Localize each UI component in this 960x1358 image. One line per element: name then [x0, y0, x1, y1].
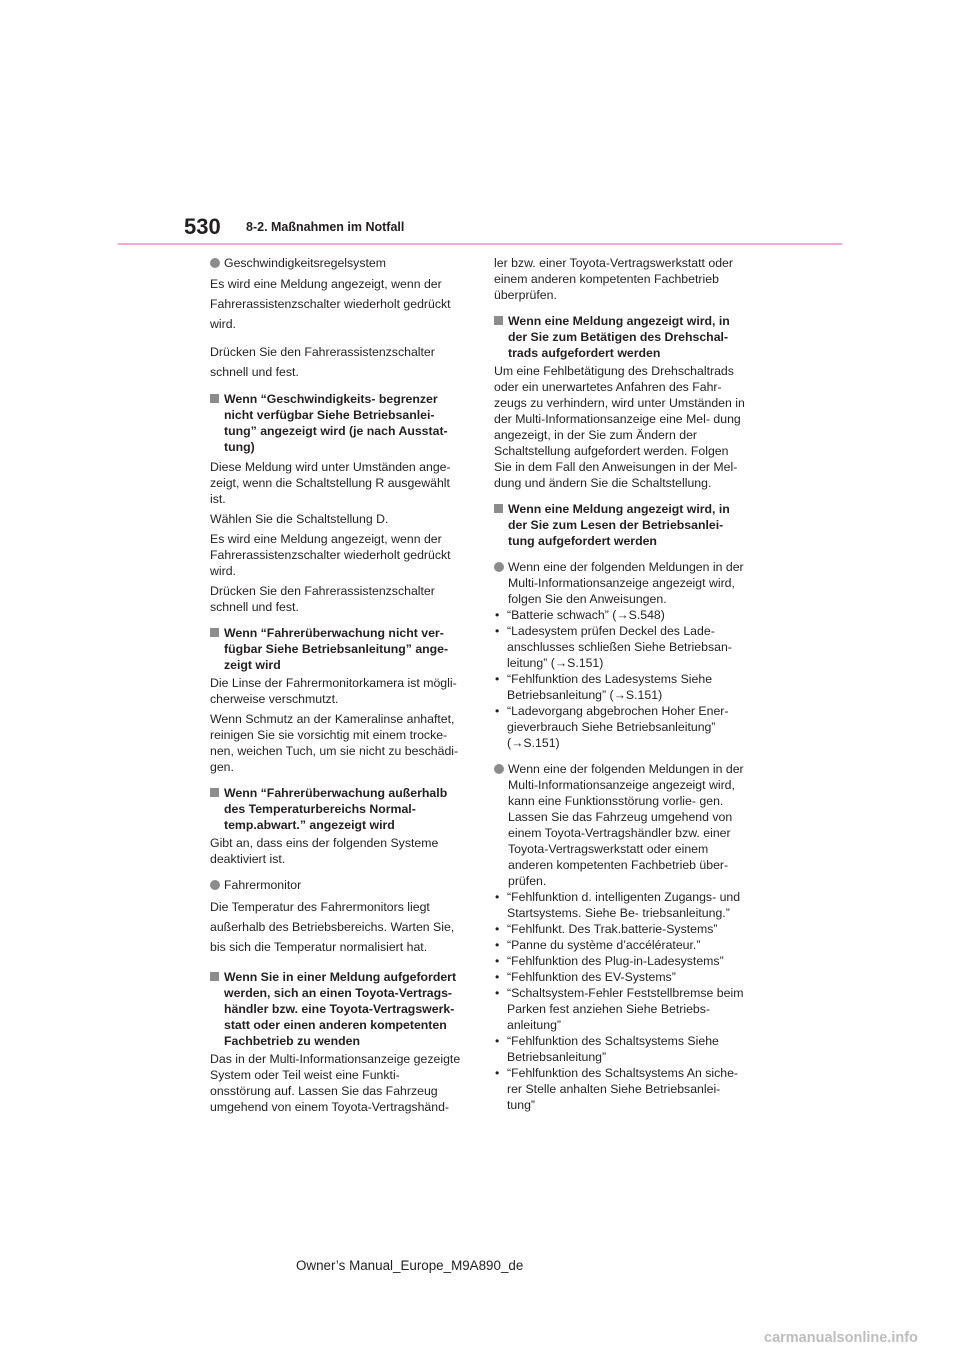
section-heading: Wenn Sie in einer Meldung aufgefordert werden, sich an einen Toyota-Vertrags- händler bzw. eine Toyota-Vertragswerk- statt oder einen anderen kompetenten Fachbetrieb zu wenden	[210, 969, 464, 1049]
paragraph: ler bzw. einer Toyota-Vertragswerkstatt oder einem anderen kompetenten Fachbetrieb überprüfen.	[494, 256, 733, 302]
list-item: • “Fehlfunktion des Schaltsystems An siche- rer Stelle anhalten Siehe Betriebsanlei- tung”	[494, 1065, 748, 1113]
list-item: • “Fehlfunktion des Plug-in-Ladesystems”	[494, 953, 748, 969]
bullet-item: Fahrermonitor	[210, 877, 464, 893]
paragraph: Die Linse der Fahrermonitorkamera ist mögli- cherweise verschmutzt.	[210, 676, 457, 706]
list-item: • “Panne du système d’accélérateur.”	[494, 937, 748, 953]
section-heading: Wenn “Geschwindigkeits- begrenzer nicht verfügbar Siehe Betriebsanlei- tung” angezeigt wird (je nach Ausstat- tung)	[210, 391, 464, 455]
list-item: • “Fehlfunktion des Schaltsystems Siehe Betriebsanleitung”	[494, 1033, 748, 1065]
footer-manual-id: Owner’s Manual_Europe_M9A890_de	[296, 1258, 524, 1273]
list-item: • “Fehlfunktion d. intelligenten Zugangs- und Startsystems. Siehe Be- triebsanleitung.”	[494, 889, 748, 921]
page-number: 530	[184, 214, 221, 239]
section-title: 8-2. Maßnahmen im Notfall	[246, 220, 405, 234]
paragraph: Gibt an, dass eins der folgenden Systeme deaktiviert ist.	[210, 836, 439, 866]
paragraph: Drücken Sie den Fahrerassistenzschalter schnell und fest.	[210, 345, 435, 379]
paragraph: Diese Meldung wird unter Umständen ange- zeigt, wenn die Schaltstellung R ausgewählt ist.	[210, 460, 451, 506]
paragraph: Das in der Multi-Informationsanzeige gezeigte System oder Teil weist eine Funkti- onsstörung auf. Lassen Sie das Fahrzeug umgehend von einem Toyota-Vertragshänd-	[210, 1052, 461, 1114]
section-heading: Wenn “Fahrerüberwachung außerhalb des Temperaturbereichs Normal- temp.abwart.” angezeigt wird	[210, 785, 464, 833]
header-rule	[118, 243, 842, 245]
bullet-item: Wenn eine der folgenden Meldungen in der Multi-Informationsanzeige angezeigt wird, kann eine Funktionsstörung vorlie- gen. Lassen Sie das Fahrzeug umgehend von einem Toyota-Vertragshändler bzw. einer Toyota-Vertragswerkstatt oder einem anderen kompetenten Fachbetrieb über- prüfen.	[494, 761, 748, 889]
list-item: • “Ladevorgang abgebrochen Hoher Ener- gieverbrauch Siehe Betriebsanleitung” (→S.151)	[494, 703, 748, 751]
left-column	[210, 255, 464, 1115]
paragraph: Um eine Fehlbetätigung des Drehschaltrads oder ein unerwartetes Anfahren des Fahr- zeugs zu verhindern, wird unter Umständen in der Multi-Informationsanzeige eine Mel- dung angezeigt, in der Sie zum Ändern der Schaltstellung aufgefordert werden. Folgen Sie in dem Fall den Anweisungen in der Mel- dung und ändern Sie die Schaltstellung.	[494, 364, 745, 490]
right-column	[494, 255, 748, 1113]
bullet-item: Geschwindigkeitsregelsystem	[210, 255, 464, 271]
paragraph: Es wird eine Meldung angezeigt, wenn der Fahrerassistenzschalter wiederholt gedrückt wird.	[210, 532, 451, 578]
section-heading: Wenn “Fahrerüberwachung nicht ver- fügbar Siehe Betriebsanleitung” ange- zeigt wird	[210, 625, 464, 673]
paragraph: Wenn Schmutz an der Kameralinse anhaftet, reinigen Sie sie vorsichtig mit einem trocke- nen, weichen Tuch, um sie nicht zu beschädi- gen.	[210, 712, 459, 774]
section-heading: Wenn eine Meldung angezeigt wird, in der Sie zum Betätigen des Drehschal- trads aufgefordert werden	[494, 313, 748, 361]
paragraph: Es wird eine Meldung angezeigt, wenn der Fahrerassistenzschalter wiederholt gedrückt wird.	[210, 277, 451, 331]
list-item: • “Fehlfunktion des Ladesystems Siehe Betriebsanleitung” (→S.151)	[494, 671, 748, 703]
section-heading: Wenn eine Meldung angezeigt wird, in der Sie zum Lesen der Betriebsanlei- tung aufgefordert werden	[494, 501, 748, 549]
paragraph: Drücken Sie den Fahrerassistenzschalter schnell und fest.	[210, 584, 435, 614]
list-item: • “Batterie schwach” (→S.548)	[494, 607, 748, 623]
list-item: • “Fehlfunktion des EV-Systems”	[494, 969, 748, 985]
bullet-item: Wenn eine der folgenden Meldungen in der Multi-Informationsanzeige angezeigt wird, folgen Sie den Anweisungen.	[494, 559, 748, 607]
paragraph: Wählen Sie die Schaltstellung D.	[210, 512, 389, 526]
list-item: • “Schaltsystem-Fehler Feststellbremse beim Parken fest anziehen Siehe Betriebs- anleitung”	[494, 985, 748, 1033]
list-item: • “Fehlfunkt. Des Trak.batterie-Systems”	[494, 921, 748, 937]
watermark: carmanualsonline.info	[764, 1330, 918, 1346]
list-item: • “Ladesystem prüfen Deckel des Lade- anschlusses schließen Siehe Betriebsan- leitung” (→S.151)	[494, 623, 748, 671]
paragraph: Die Temperatur des Fahrermonitors liegt außerhalb des Betriebsbereichs. Warten Sie, bis sich die Temperatur normalisiert hat.	[210, 900, 455, 954]
